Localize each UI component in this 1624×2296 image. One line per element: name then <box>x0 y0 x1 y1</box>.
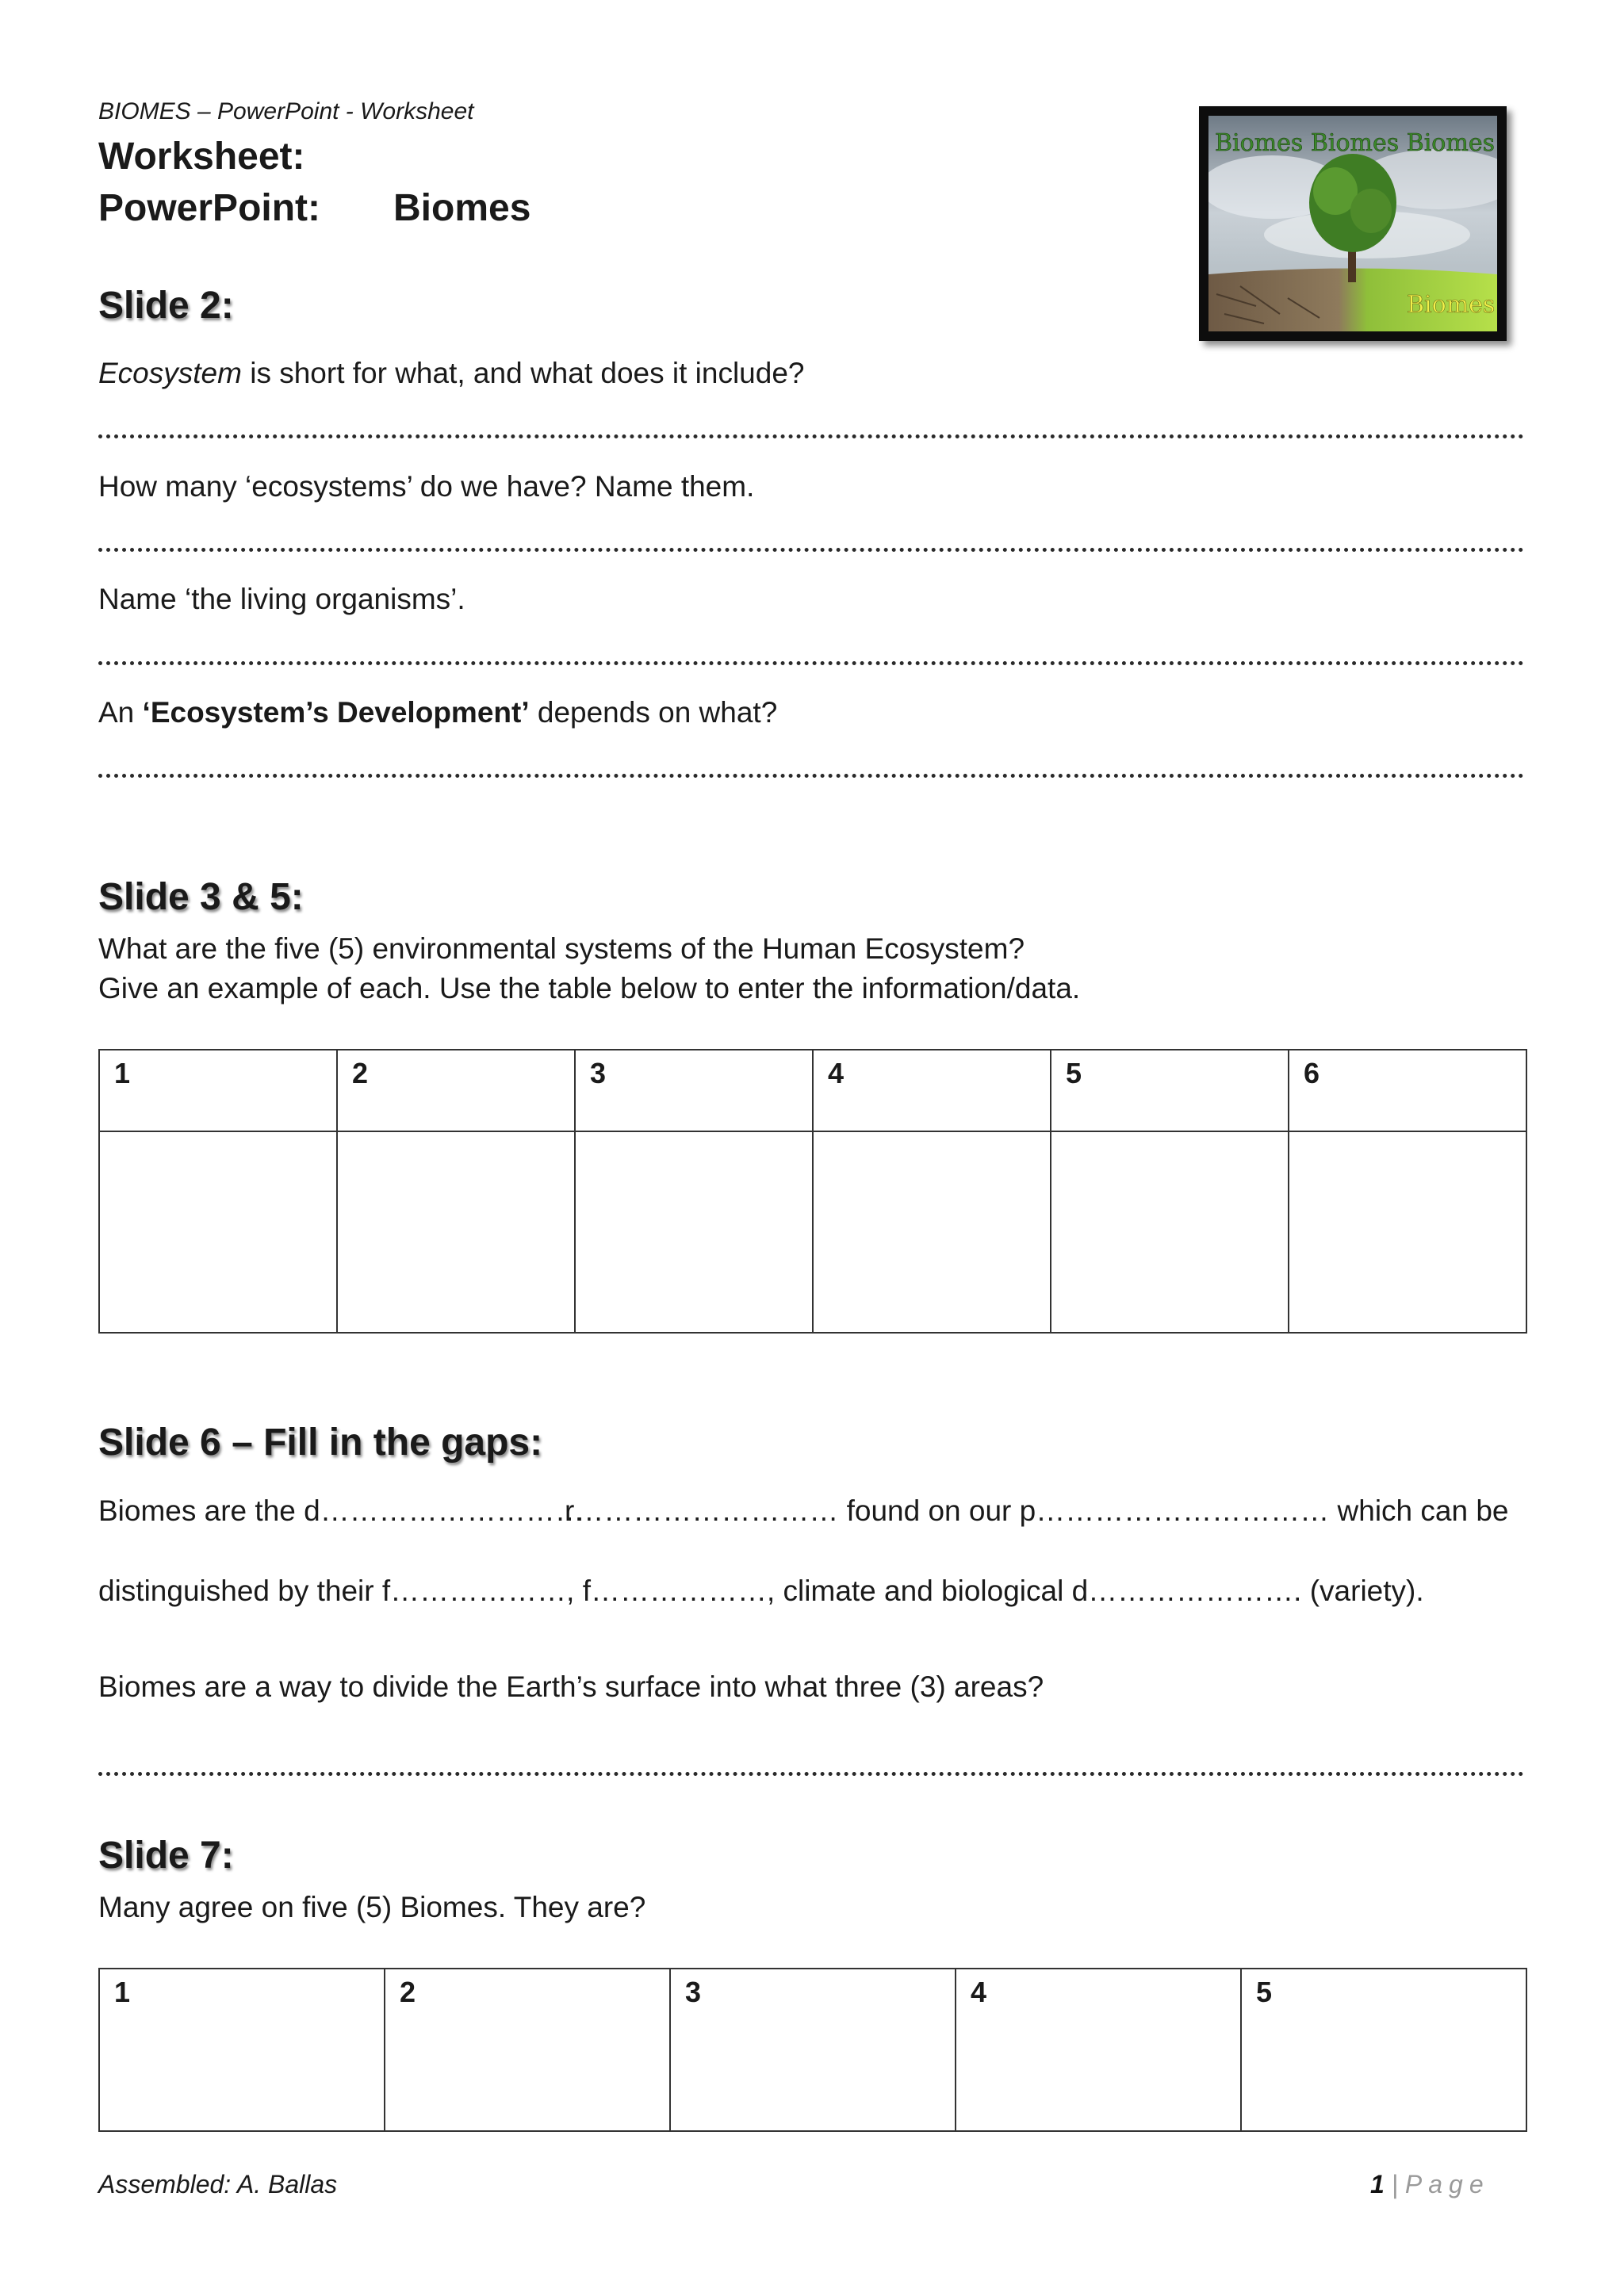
table-row <box>99 1969 1526 2131</box>
thumbnail-top-text: Biomes Biomes Biomes <box>1215 129 1495 157</box>
slide-7-line: Many agree on five (5) Biomes. They are? <box>98 1891 646 1923</box>
page-word: Page <box>1404 2170 1490 2198</box>
worksheet-title: Worksheet: <box>98 136 305 178</box>
document-header: BIOMES – PowerPoint - Worksheet <box>98 98 474 124</box>
table-header-cell: 2 <box>337 1050 575 1131</box>
biome-cell[interactable]: 3 <box>670 1969 956 2131</box>
biomes-thumbnail-image <box>1199 106 1507 341</box>
answer-line-3[interactable] <box>98 661 1524 665</box>
gap-line-1b: r……………………… found on our p………………………… which can be <box>565 1494 1509 1527</box>
slide-6-question: Biomes are a way to divide the Earth’s surface into what three (3) areas? <box>98 1670 1044 1703</box>
tree-landscape-icon <box>1208 116 1497 331</box>
question-4-pre: An <box>98 696 143 729</box>
slide-6-heading: Slide 6 – Fill in the gaps: <box>98 1422 543 1464</box>
table-header-cell: 6 <box>1289 1050 1526 1131</box>
question-4-post: depends on what? <box>529 696 778 729</box>
thumbnail-bottom-text: Biomes <box>1407 291 1496 319</box>
answer-cell[interactable] <box>1051 1131 1289 1333</box>
question-4-bold: ‘Ecosystem’s Development’ <box>142 696 530 729</box>
powerpoint-label: PowerPoint: <box>98 187 321 229</box>
table-header-cell: 1 <box>99 1050 337 1131</box>
slide-3-5-line-1: What are the five (5) environmental systems of the Human Ecosystem? <box>98 932 1025 965</box>
slide-2-heading: Slide 2: <box>98 285 234 327</box>
slide-3-5-heading: Slide 3 & 5: <box>98 876 304 918</box>
page-separator: | <box>1391 2170 1398 2198</box>
answer-line-1[interactable] <box>98 434 1524 438</box>
slide-2-question-2: How many ‘ecosystems’ do we have? Name them. <box>98 470 755 503</box>
answer-line-2[interactable] <box>98 548 1524 552</box>
footer-assembled: Assembled: A. Ballas <box>98 2170 338 2198</box>
environmental-systems-table <box>98 1049 1527 1334</box>
question-1-italic: Ecosystem <box>98 357 242 389</box>
powerpoint-value: Biomes <box>393 187 531 229</box>
slide-3-5-line-2: Give an example of each. Use the table below to enter the information/data. <box>98 972 1081 1004</box>
slide-2-question-3: Name ‘the living organisms’. <box>98 583 465 615</box>
answer-cell[interactable] <box>1289 1131 1526 1333</box>
table-header-row <box>99 1050 1526 1131</box>
answer-cell[interactable] <box>575 1131 813 1333</box>
page-number: 1 <box>1370 2170 1385 2198</box>
answer-cell[interactable] <box>813 1131 1051 1333</box>
biome-cell[interactable]: 5 <box>1241 1969 1526 2131</box>
table-row <box>99 1131 1526 1333</box>
answer-line-5[interactable] <box>98 1772 1524 1776</box>
answer-cell[interactable] <box>99 1131 337 1333</box>
gap-line-2: distinguished by their f………………, f………………, climate and biological d…………………. (variety). <box>98 1575 1424 1607</box>
slide-2-question-1 <box>98 356 805 391</box>
biomes-table <box>98 1968 1527 2132</box>
biome-cell[interactable]: 1 <box>99 1969 385 2131</box>
biome-cell[interactable]: 2 <box>385 1969 670 2131</box>
slide-2-question-4 <box>98 695 777 730</box>
question-1-rest: is short for what, and what does it include? <box>241 357 805 389</box>
table-header-cell: 3 <box>575 1050 813 1131</box>
answer-line-4[interactable] <box>98 774 1524 778</box>
answer-cell[interactable] <box>337 1131 575 1333</box>
biome-cell[interactable]: 4 <box>956 1969 1241 2131</box>
table-header-cell: 5 <box>1051 1050 1289 1131</box>
page-indicator <box>1370 2170 1490 2199</box>
slide-7-heading: Slide 7: <box>98 1835 234 1877</box>
table-header-cell: 4 <box>813 1050 1051 1131</box>
gap-line-1a: Biomes are the d……………………… <box>98 1494 584 1527</box>
